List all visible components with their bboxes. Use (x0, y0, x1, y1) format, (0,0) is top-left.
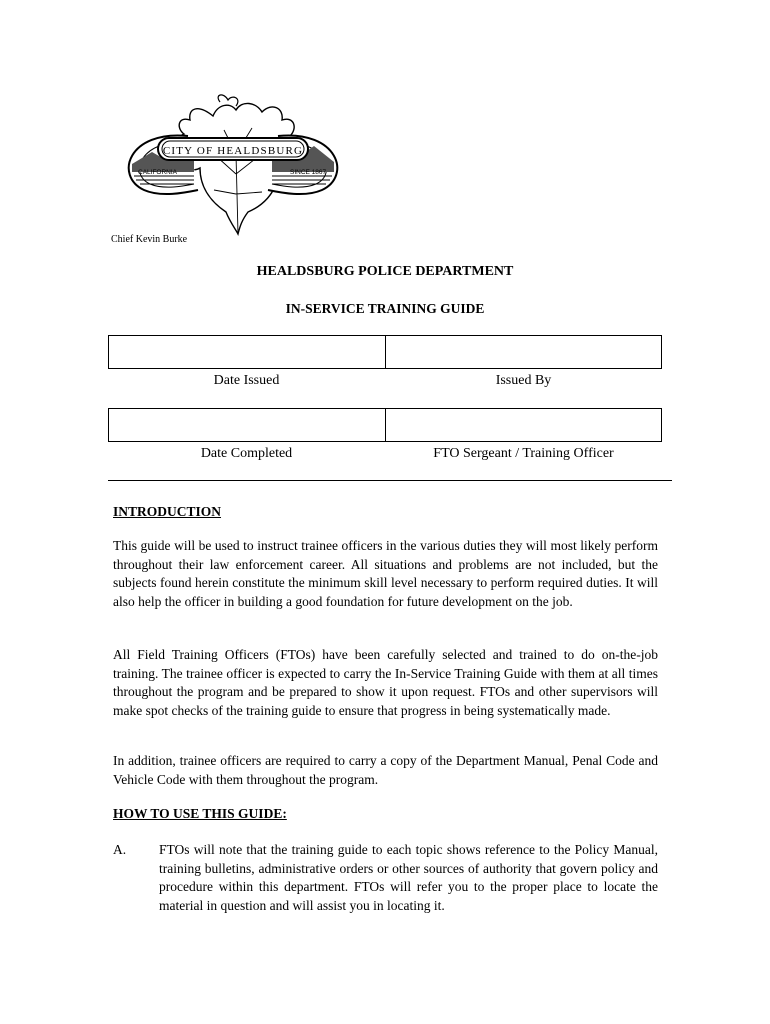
issued-by-field[interactable] (385, 336, 662, 368)
intro-paragraph-1: This guide will be used to instruct trainee officers in the various duties they will most likely perform throughout their law enforcement career. All situations and problems are not included, but the subjects found herein constitute the minimum skill level necessary to perform required duties. It will also help the officer in building a good foundation for future development on the job. (113, 538, 658, 609)
section-divider (108, 480, 672, 481)
introduction-heading: INTRODUCTION (113, 504, 222, 519)
date-issued-label: Date Issued (213, 373, 280, 388)
seal-city-name: CITY OF HEALDSBURG (162, 145, 304, 157)
intro-paragraph-2: All Field Training Officers (FTOs) have been carefully selected and trained to do on-the-job training. The trainee officer is expected to carry the In-Service Training Guide with them at all times throughout the program and be prepared to show it upon request. FTOs and other supervisors will make spot checks of the training guide to ensure that progress in being systematically made. (113, 647, 658, 718)
how-to-item-a (113, 841, 658, 915)
date-issued-field[interactable] (109, 336, 385, 368)
chief-name: Chief Kevin Burke (111, 234, 188, 245)
item-text: FTOs will note that the training guide to each topic shows reference to the Policy Manual, training bulletins, administrative orders or other sources of authority that govern policy and procedure within this department. FTOs will refer you to the proper place to locate the material in question and will assist you in locating it. (159, 842, 658, 913)
issued-by-label: Issued By (495, 373, 552, 388)
how-to-heading: HOW TO USE THIS GUIDE: (113, 806, 287, 821)
seal-since-label: SINCE 1867 (290, 169, 327, 176)
completion-field-labels (108, 446, 662, 462)
guide-title: IN-SERVICE TRAINING GUIDE (285, 301, 485, 316)
issue-field-labels (108, 373, 662, 389)
fto-sergeant-field[interactable] (385, 409, 662, 441)
intro-paragraph-3: In addition, trainee officers are required to carry a copy of the Department Manual, Penal Code and Vehicle Code with them throughout the program. (113, 753, 658, 787)
completion-fields-box (108, 408, 662, 442)
date-completed-label: Date Completed (200, 446, 293, 461)
item-marker: A. (113, 842, 127, 857)
issue-fields-box (108, 335, 662, 369)
seal-state-label: CALIFORNIA (138, 169, 178, 176)
city-seal-logo (118, 94, 348, 236)
fto-sergeant-label: FTO Sergeant / Training Officer (433, 446, 614, 461)
department-title: HEALDSBURG POLICE DEPARTMENT (256, 264, 514, 279)
date-completed-field[interactable] (109, 409, 385, 441)
